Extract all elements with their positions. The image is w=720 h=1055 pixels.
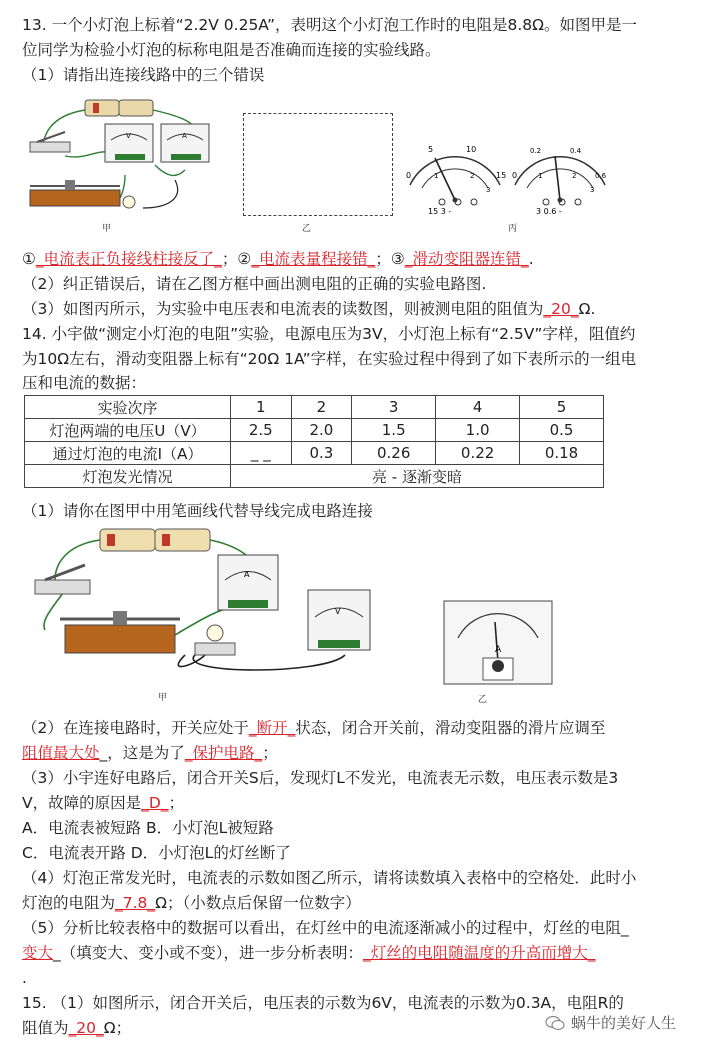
q14-stem-line1: 14. 小宇做“测定小灯泡的电阻”实验，电源电压为3V，小灯泡上标有“2.5V”字样，阻值约 [22,325,636,343]
table-cell: 通过灯泡的电流I（A） [25,442,231,465]
q13-answer-line [22,248,534,270]
q14-subq4-answer: _7.8_ [115,894,156,912]
volt-tick-5: 5 [428,145,434,154]
q14-subq2-line2 [22,742,278,764]
table-row-current [25,442,604,465]
amp-dial [512,147,607,216]
q14-subq2-text-e: ； [262,744,278,762]
volt-tick-2: 2 [470,172,475,180]
q14-fig-label-yi: 乙 [478,695,488,705]
q13-figure-jia [25,90,225,220]
q14-subq4-line2 [22,892,361,914]
battery [85,100,119,116]
rheostat [30,190,120,206]
wechat-icon [545,1015,565,1031]
q14-subq3-line2 [22,792,184,814]
q13-figure-yi-box [243,113,393,216]
q14-subq1: （1）请你在图甲中用笔画线代替导线完成电路连接 [22,502,373,520]
q14-figure-yi [443,600,553,685]
volt-tick-15: 15 [496,171,507,180]
q14-subq2-answer1: _断开_ [248,719,296,737]
q14-subq4-line1: （4）灯泡正常发光时，电流表的示数如图乙所示，请将读数填入表格中的空格处．此时小 [22,869,637,887]
q13-fig-label-bing: 丙 [508,224,518,234]
volt-tick-0: 0 [406,171,412,180]
volt-dial [406,145,506,216]
q13-subq3-answer: _20_ [543,300,579,318]
table-cell: 1.0 [436,419,520,442]
q14-subq3-line1: （3）小宇连好电路后，闭合开关S后，发现灯L不发光，电流表无示数，电压表示数是3 [22,769,619,787]
table-row-light [25,465,604,488]
amp-tick-1: 1 [538,172,543,180]
q14-subq4-text: 灯泡的电阻为 [22,894,116,912]
q14-data-table [24,395,604,488]
table-cell: 1.5 [352,419,436,442]
table-cell: _ _ [231,442,292,465]
svg-text:V: V [126,132,131,140]
switch [30,142,70,152]
table-cell: 1 [231,396,292,419]
q14-subq5-line2 [22,942,596,964]
q13-ans1: _电流表正负接线柱接反了_ [35,250,222,268]
table-cell: 0.5 [520,419,604,442]
q14-subq5-text: _（填变大、变小或不变），进一步分析表明： [53,944,364,962]
q14-subq5-answer1: 变大 [22,944,54,962]
q13-ans-marker1: ① [22,250,36,268]
q14-subq2-text-a: （2）在连接电路时，开关应处于 [22,719,249,737]
table-row-voltage [25,419,604,442]
table-cell: 灯泡发光情况 [25,465,231,488]
watermark-text: 蜗牛的美好人生 [571,1014,677,1032]
q13-ans-end: . [528,250,534,268]
q14-fig-label-jia: 甲 [158,693,168,703]
q14-subq5-line1: （5）分析比较表格中的数据可以看出，在灯丝中的电流逐渐减小的过程中，灯丝的电阻_ [22,919,629,937]
q13-subq3-text: （3）如图丙所示，为实验中电压表和电流表的读数图，则被测电阻的阻值为 [22,300,544,318]
q14-subq2-answer2: 阻值最大处 [22,744,100,762]
rheostat [65,625,175,653]
watermark [545,1012,676,1033]
q15-text: 阻值为 [22,1019,69,1037]
table-cell: 0.18 [520,442,604,465]
q13-fig-label-jia: 甲 [102,224,112,234]
table-cell: 2 [291,396,352,419]
amp-tick-0: 0 [512,171,518,180]
q13-fig-label-yi: 乙 [302,224,312,234]
q14-subq3-text: V，故障的原因是 [22,794,142,812]
q14-subq5-answer2: _灯丝的电阻随温度的升高而增大_ [363,944,596,962]
table-cell: 亮 - 逐渐变暗 [231,465,604,488]
amp-tick-0.6: 0.6 [595,172,607,180]
q13-subq2: （2）纠正错误后，请在乙图方框中画出测电阻的正确的实验电路图. [22,275,487,293]
switch [35,580,90,594]
table-cell: 0.26 [352,442,436,465]
table-cell: 3 [352,396,436,419]
q14-options-ab: A．电流表被短路 B．小灯泡L被短路 [22,819,274,837]
q13-ans3: _滑动变阻器连错_ [404,250,529,268]
q13-stem-line1: 13. 一个小灯泡上标着“2.2V 0.25A”，表明这个小灯泡工作时的电阻是8.8Ω。如图甲是一 [22,16,638,34]
volt-terminals: 15 3 - [428,207,452,216]
q14-stem-line3: 压和电流的数据： [22,374,147,392]
q13-ans2: _电流表量程接错_ [251,250,376,268]
table-cell: 2.0 [291,419,352,442]
volt-tick-1: 1 [434,172,439,180]
q13-ans-marker3: ；③ [375,250,405,268]
svg-text:A: A [182,132,187,140]
q14-subq3-end: ； [168,794,185,812]
q14-figure-jia [25,525,385,690]
q14-subq4-end: Ω；（小数点后保留一位数字） [155,894,361,912]
q13-figure-bing [400,140,615,230]
amp-tick-3: 3 [590,186,595,194]
q14-stem-line2: 为10Ω左右，滑动变阻器上标有“20Ω 1A”字样，在实验过程中得到了如下表所示的一组电 [22,350,637,368]
q14-subq3-answer: _D_ [141,794,169,812]
table-cell: 实验次序 [25,396,231,419]
q13-subq3 [22,298,595,320]
table-cell: 5 [520,396,604,419]
q14-subq5-dot: . [22,969,27,987]
table-row-header [25,396,604,419]
q14-subq2-answer3: _保护电路_ [184,744,263,762]
table-cell: 0.22 [436,442,520,465]
table-cell: 灯泡两端的电压U（V） [25,419,231,442]
volt-tick-10: 10 [466,145,477,154]
svg-text:V: V [335,607,341,616]
q15-unit: Ω； [103,1019,132,1037]
table-cell: 0.3 [291,442,352,465]
q13-ans-marker2: ；② [221,250,252,268]
table-cell: 2.5 [231,419,292,442]
amp-tick-2: 2 [572,172,577,180]
bulb [123,196,135,208]
q13-stem-line2: 位同学为检验小灯泡的标称电阻是否准确而连接的实验线路。 [22,41,441,59]
q13-subq3-unit: Ω. [578,300,596,318]
q13-subq1: （1）请指出连接线路中的三个错误 [22,66,265,84]
amp-tick-0.2: 0.2 [530,147,542,155]
table-cell: 4 [436,396,520,419]
q15-line1: 15. （1）如图所示，闭合开关后，电压表的示数为6V，电流表的示数为0.3A，电阻R的 [22,994,624,1012]
svg-text:A: A [495,645,502,655]
amp-tick-0.4: 0.4 [570,147,582,155]
svg-text:A: A [244,570,250,579]
amp-terminals: 3 0.6 - [536,207,562,216]
q15-line2 [22,1017,131,1039]
q14-subq2-text-d: _，这是为了 [99,744,185,762]
q14-subq2-line1 [22,717,605,739]
bulb-base [195,643,235,655]
volt-tick-3: 3 [486,186,491,194]
q14-subq2-text-b: 状态，闭合开关前，滑动变阻器的滑片应调至 [295,719,606,737]
q14-options-cd: C．电流表开路 D．小灯泡L的灯丝断了 [22,844,291,862]
q15-answer: _20_ [68,1019,104,1037]
bulb [207,625,223,641]
